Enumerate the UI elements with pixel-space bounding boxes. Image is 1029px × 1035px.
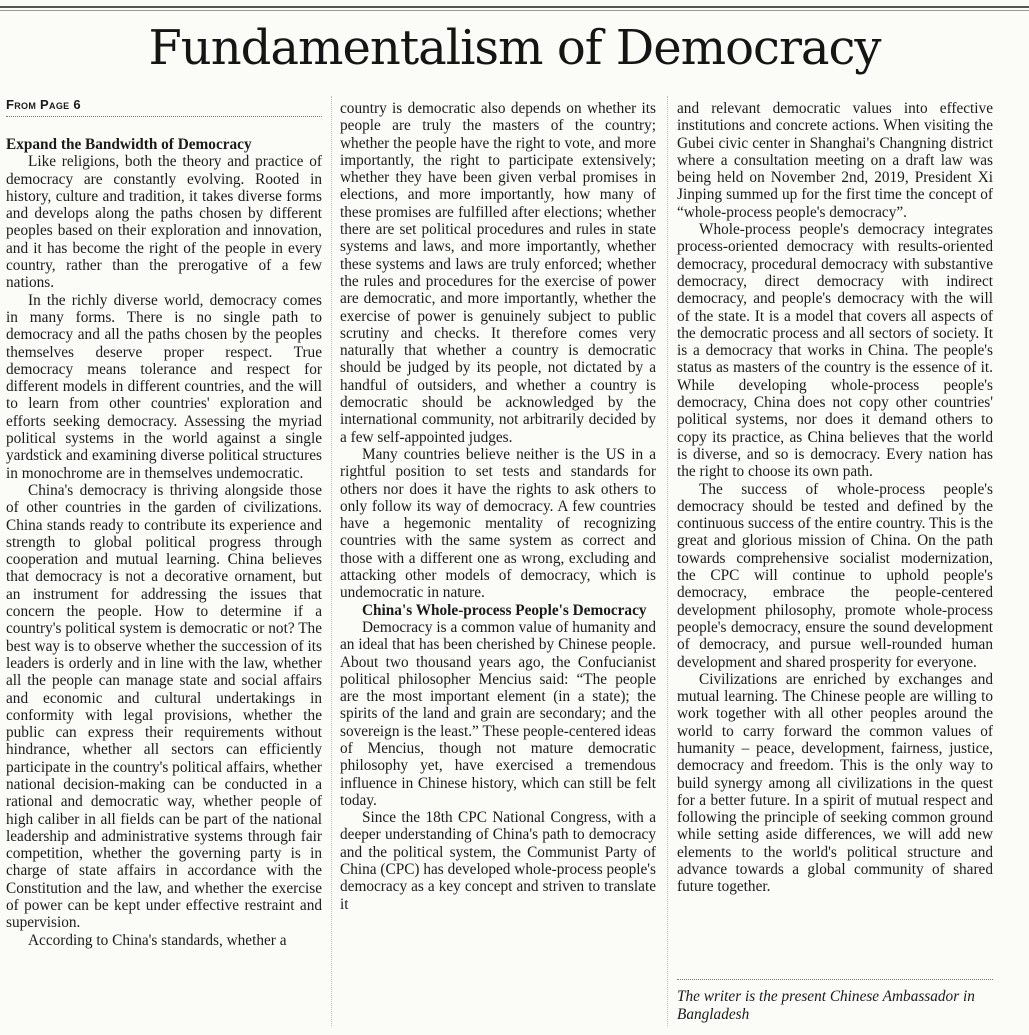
paragraph: country is democratic also depends on whether its people are truly the masters of the country; whether the people have the right to vote, and more importantly, the right to participate extensively; whether they have been given verbal promises in elections, and more importantly, how many of these promises are fulfilled after elections; whether there are set political procedures and rules in state systems and laws, and more importantly, whether these systems and laws are truly enforced; whether the rules and procedures for the exercise of power are democratic, and more importantly, whether the exercise of power is genuinely subject to public scrutiny and checks. It therefore comes very naturally that whether a country is democratic should be judged by its people, not dictated by a handful of outsiders, and whether a country is democratic should be acknowledged by the international community, not arbitrarily decided by a few self-appointed judges. <box>340 100 656 446</box>
paragraph: Civilizations are enriched by exchanges and mutual learning. The Chinese people are willing to work together with all other peoples around the world to carry forward the common values of humanity – peace, development, fairness, justice, democracy and freedom. This is the only way to build synergy among all civilizations in the quest for a better future. In a spirit of mutual respect and following the principle of seeking common ground while setting aside differences, we will add new elements to the world's political structure and advance towards a global community of shared future together. <box>677 670 993 896</box>
author-note: The writer is the present Chinese Ambassador in Bangladesh <box>677 988 975 1023</box>
column-divider <box>667 96 668 1026</box>
top-rule <box>0 6 1029 8</box>
paragraph: and relevant democratic values into effective institutions and concrete actions. When visiting the Gubei civic center in Shanghai's Changning district where a consultation meeting on a draft law was being held on November 2nd, 2019, President Xi Jinping summed up for the first time the concept of “whole-process people's democracy”. <box>677 100 993 221</box>
headline: Fundamentalism of Democracy <box>148 20 881 76</box>
section-heading: China's Whole-process People's Democracy <box>362 601 647 619</box>
paragraph: Whole-process people's democracy integrates process-oriented democracy with results-oriented democracy, procedural democracy with substantive democracy, direct democracy with indirect democracy, and people's democracy with the will of the state. It is a model that covers all aspects of the democratic process and all sectors of society. It is a democracy that works in China. The people's status as masters of the country is the essence of it. While developing whole-process people's democracy, China does not copy other countries' political systems, nor does it demand others to copy its practice, as China believes that the world is diverse, and so is democracy. Every nation has the right to choose its own path. <box>677 221 993 481</box>
author-note-divider <box>677 979 993 980</box>
paragraph: China's democracy is thriving alongside those of other countries in the garden of civilizations. China stands ready to contribute its experience and strength to global political progress through cooperation and mutual learning. China believes that democracy is not a decorative ornament, but an instrument for addressing the issues that concern the people. How to determine if a country's political system is democratic or not? The best way is to observe whether the succession of its leaders is orderly and in line with the law, whether all the people can manage state and social affairs and economic and cultural undertakings in conformity with legal provisions, whether the public can express their requirements without hindrance, whether all sectors can efficiently participate in the country's political affairs, whether national decision-making can be conducted in a rational and democratic way, whether people of high caliber in all fields can be part of the national leadership and administrative systems through fair competition, whether the governing party is in charge of state affairs in accordance with the Constitution and the law, and whether the exercise of power can be kept under effective restraint and supervision. <box>6 481 322 932</box>
article-column-1 <box>6 136 322 949</box>
article-column-3 <box>677 100 993 896</box>
paragraph: According to China's standards, whether a <box>28 931 287 949</box>
paragraph: Since the 18th CPC National Congress, with a deeper understanding of China's path to democracy and the political system, the Communist Party of China (CPC) has developed whole-process people's democracy as a key concept and striven to translate it <box>340 809 656 913</box>
top-rule-thin <box>0 10 1029 11</box>
paragraph: In the richly diverse world, democracy comes in many forms. There is no single path to democracy and all the paths chosen by the peoples themselves deserve proper respect. True democracy means tolerance and respect for different models in different countries, and the will to learn from other countries' exploration and efforts seeking democracy. Assessing the myriad political systems in the world against a single yardstick and examining diverse political structures in monochrome are in themselves undemocratic. <box>6 291 322 482</box>
article-column-2 <box>340 100 656 913</box>
paragraph: Many countries believe neither is the US in a rightful position to set tests and standards for others nor does it have the rights to ask others to only follow its way of democracy. A few countries have a hegemonic mentality of recognizing countries with the same system as correct and those with a different one as wrong, excluding and attacking other models of democracy, which is undemocratic in nature. <box>340 445 656 602</box>
from-page-label: From Page 6 <box>6 97 322 117</box>
paragraph: Democracy is a common value of humanity and an ideal that has been cherished by Chinese people. About two thousand years ago, the Confucianist political philosopher Mencius said: “The people are the most important element (in a state); the spirits of the land and grain are secondary; and the sovereign is the least.” These people-centered ideas of Mencius, though not mature democratic philosophy yet, have exercised a tremendous influence in Chinese history, which can still be felt today. <box>340 618 656 809</box>
section-heading: Expand the Bandwidth of Democracy <box>6 136 252 153</box>
paragraph: The success of whole-process people's democracy should be tested and defined by the continuous success of the entire country. This is the great and glorious mission of China. On the path towards comprehensive socialist modernization, the CPC will continue to uphold people's democracy, embrace the people-centered development philosophy, promote whole-process people's democracy, ensure the sound development of democracy, and pursue well-rounded human development and shared prosperity for everyone. <box>677 480 993 671</box>
column-divider <box>331 96 332 1026</box>
paragraph: Like religions, both the theory and practice of democracy are constantly evolving. Rooted in history, culture and tradition, it takes diverse forms and develops along the paths chosen by different peoples based on their exploration and innovation, and it has become the right of the people in every country, rather than the prerogative of a few nations. <box>6 153 322 292</box>
